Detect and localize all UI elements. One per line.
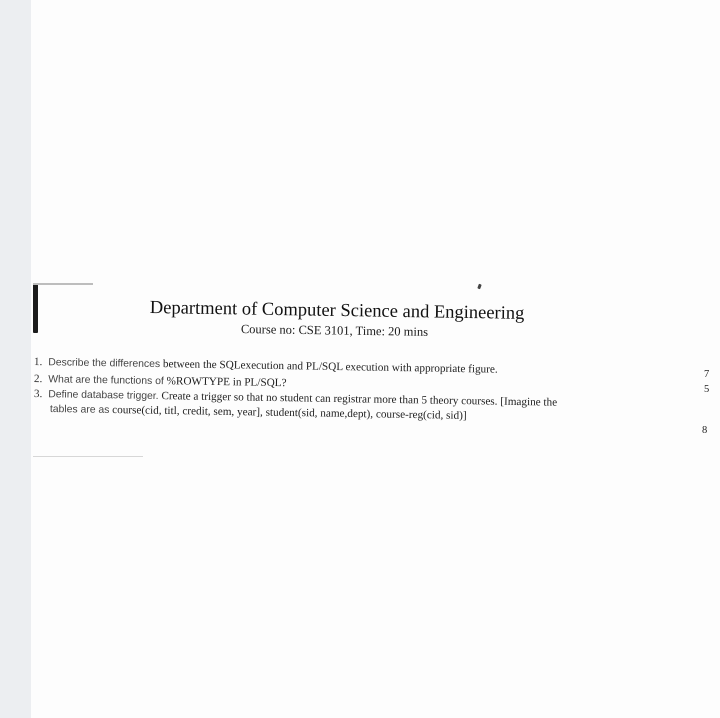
question-lead: What are the functions of bbox=[48, 374, 164, 388]
question-text: %ROWTYPE in PL/SQL? bbox=[166, 375, 287, 390]
question-3-marks: 8 bbox=[702, 425, 708, 436]
course-info: Course no: CSE 3101, Time: 20 mins bbox=[240, 322, 429, 339]
question-continuation-text: course(cid, titl, credit, sem, year], student(sid, name,dept), course-reg(cid, sid)] bbox=[112, 404, 467, 422]
question-2-marks: 5 bbox=[704, 384, 710, 395]
department-title: Department of Computer Science and Engineering bbox=[149, 298, 525, 324]
left-margin-strip bbox=[0, 0, 31, 718]
paper-fold-line bbox=[33, 456, 143, 457]
question-number: 3. bbox=[33, 388, 43, 401]
paper-edge-line bbox=[33, 283, 93, 285]
question-lead: Define database trigger. bbox=[48, 389, 159, 403]
question-number: 1. bbox=[33, 356, 43, 369]
paper-edge-mark bbox=[33, 283, 38, 333]
question-lead: Describe the differences bbox=[48, 357, 161, 371]
question-1-marks: 7 bbox=[704, 369, 710, 380]
question-text: Create a trigger so that no student can registrar more than 5 theory courses. [Imagine the bbox=[161, 390, 558, 409]
question-text: between the SQLexecution and PL/SQL execution with appropriate figure. bbox=[162, 358, 498, 376]
question-continuation-lead: tables are as bbox=[49, 403, 110, 416]
question-number: 2. bbox=[33, 373, 43, 386]
